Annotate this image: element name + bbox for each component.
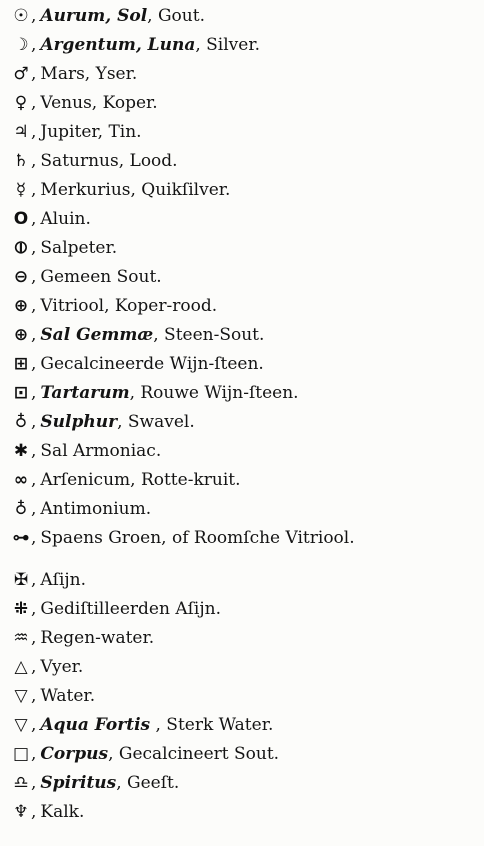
- rock-salt-icon: ⊕: [13, 325, 29, 345]
- list-item: [12, 624, 478, 653]
- dutch-name: Aſijn.: [40, 570, 87, 590]
- calcined-tartar-icon: ⊞: [13, 354, 29, 374]
- list-item: [12, 711, 478, 740]
- dutch-name: , Rouwe Wijn-ſteen.: [129, 383, 299, 403]
- list-item: [12, 205, 478, 234]
- latin-name: Sal Gemmæ: [40, 325, 154, 345]
- list-item: [12, 769, 478, 798]
- dutch-name: Vitriool, Koper-rood.: [40, 296, 218, 316]
- list-item: [12, 292, 478, 321]
- list-item: [12, 89, 478, 118]
- dutch-name: Kalk.: [40, 802, 85, 822]
- dutch-name: Aluin.: [40, 209, 91, 229]
- dutch-name: , Geeſt.: [116, 773, 180, 793]
- dutch-name: Gemeen Sout.: [40, 267, 162, 287]
- latin-name: Sulphur: [40, 412, 118, 432]
- sal-ammoniac-icon: ✱: [13, 441, 29, 461]
- separator: ,: [31, 528, 37, 548]
- dutch-name: Water.: [40, 686, 96, 706]
- dutch-name: Merkurius, Quikſilver.: [40, 180, 231, 200]
- antimony-icon: ♁: [14, 499, 28, 519]
- aqua-fortis-icon: ▽: [14, 715, 28, 735]
- separator: ,: [31, 686, 37, 706]
- separator: ,: [31, 209, 37, 229]
- separator: ,: [31, 35, 37, 55]
- dutch-name: Regen-water.: [40, 628, 155, 648]
- sulphur-icon: ♁: [14, 412, 28, 432]
- list-item: [12, 2, 478, 31]
- latin-name: Tartarum: [40, 383, 130, 403]
- separator: ,: [31, 180, 37, 200]
- iron-mars-icon: ♂: [13, 64, 29, 84]
- separator: ,: [31, 6, 37, 26]
- dutch-name: , Gout.: [147, 6, 205, 26]
- separator: ,: [31, 238, 37, 258]
- dutch-name: Venus, Koper.: [40, 93, 158, 113]
- dutch-name: Gediſtilleerden Aſijn.: [40, 599, 221, 619]
- dutch-name: , Sterk Water.: [150, 715, 274, 735]
- dutch-name: Vyer.: [40, 657, 84, 677]
- separator: ,: [31, 802, 37, 822]
- separator: ,: [31, 296, 37, 316]
- fire-triangle-icon: △: [14, 657, 28, 677]
- latin-name: Spiritus: [40, 773, 117, 793]
- list-item: [12, 566, 478, 595]
- distilled-vinegar-icon: ⁜: [13, 599, 29, 619]
- alchemical-symbol-list: [12, 2, 478, 827]
- list-item: [12, 798, 478, 827]
- dutch-name: , Steen-Sout.: [153, 325, 265, 345]
- dutch-name: Spaens Groen, of Roomſche Vitriool.: [40, 528, 355, 548]
- list-item: [12, 524, 478, 553]
- dutch-name: Jupiter, Tin.: [40, 122, 142, 142]
- list-item: [12, 350, 478, 379]
- dutch-name: , Gecalcineert Sout.: [108, 744, 280, 764]
- list-item: [12, 31, 478, 60]
- arsenic-icon: ∞: [13, 470, 29, 490]
- latin-name: Aurum, Sol: [40, 6, 148, 26]
- dutch-name: Mars, Yser.: [40, 64, 138, 84]
- saltpeter-icon: ⦶: [14, 238, 28, 258]
- list-item: [12, 234, 478, 263]
- vinegar-icon: ✠: [13, 570, 29, 590]
- dutch-name: , Swavel.: [117, 412, 195, 432]
- separator: ,: [31, 383, 37, 403]
- copper-venus-icon: ♀: [14, 93, 28, 113]
- dutch-name: Saturnus, Lood.: [40, 151, 178, 171]
- list-item: [12, 653, 478, 682]
- list-item: [12, 437, 478, 466]
- separator: ,: [31, 441, 37, 461]
- separator: ,: [31, 628, 37, 648]
- lime-icon: ♆: [13, 802, 29, 822]
- dutch-name: Salpeter.: [40, 238, 118, 258]
- list-item: [12, 176, 478, 205]
- dutch-name: , Silver.: [195, 35, 260, 55]
- dutch-name: Antimonium.: [40, 499, 152, 519]
- separator: ,: [31, 64, 37, 84]
- separator: ,: [31, 715, 37, 735]
- dutch-name: Gecalcineerde Wijn-ſteen.: [40, 354, 264, 374]
- list-item: [12, 408, 478, 437]
- separator: ,: [31, 354, 37, 374]
- separator: ,: [31, 599, 37, 619]
- list-item: [12, 682, 478, 711]
- separator: ,: [31, 93, 37, 113]
- tin-jupiter-icon: ♃: [13, 122, 29, 142]
- list-item: [12, 147, 478, 176]
- separator: ,: [31, 499, 37, 519]
- list-item: [12, 595, 478, 624]
- list-item: [12, 60, 478, 89]
- separator: ,: [31, 773, 37, 793]
- quicksilver-mercury-icon: ☿: [15, 180, 27, 200]
- separator: ,: [31, 744, 37, 764]
- common-salt-icon: ⊖: [13, 267, 29, 287]
- latin-name: Aqua Fortis: [40, 715, 151, 735]
- list-item: [12, 321, 478, 350]
- water-triangle-icon: ▽: [14, 686, 28, 706]
- lead-saturn-icon: ♄: [13, 151, 29, 171]
- tartar-icon: ⊡: [13, 383, 29, 403]
- separator: ,: [31, 412, 37, 432]
- latin-name: Corpus: [40, 744, 109, 764]
- separator: ,: [31, 151, 37, 171]
- list-item: [12, 740, 478, 769]
- separator: ,: [31, 267, 37, 287]
- separator: ,: [31, 122, 37, 142]
- list-item: [12, 263, 478, 292]
- verdigris-icon: ⊶: [12, 528, 30, 548]
- separator: ,: [31, 570, 37, 590]
- silver-moon-icon: ☽: [13, 35, 29, 55]
- gold-sun-icon: ☉: [13, 6, 29, 26]
- corpus-square-icon: □: [12, 744, 30, 764]
- separator: ,: [31, 470, 37, 490]
- separator: ,: [31, 657, 37, 677]
- list-item: [12, 495, 478, 524]
- list-item: [12, 118, 478, 147]
- spirit-icon: ♎: [13, 773, 29, 793]
- dutch-name: Sal Armoniac.: [40, 441, 162, 461]
- latin-name: Argentum, Luna: [40, 35, 196, 55]
- separator: ,: [31, 325, 37, 345]
- dutch-name: Arſenicum, Rotte-kruit.: [40, 470, 241, 490]
- vitriol-icon: ⊕: [13, 296, 29, 316]
- alum-icon: O: [13, 209, 29, 229]
- list-item: [12, 379, 478, 408]
- list-item: [12, 466, 478, 495]
- rain-water-icon: ♒: [13, 628, 29, 648]
